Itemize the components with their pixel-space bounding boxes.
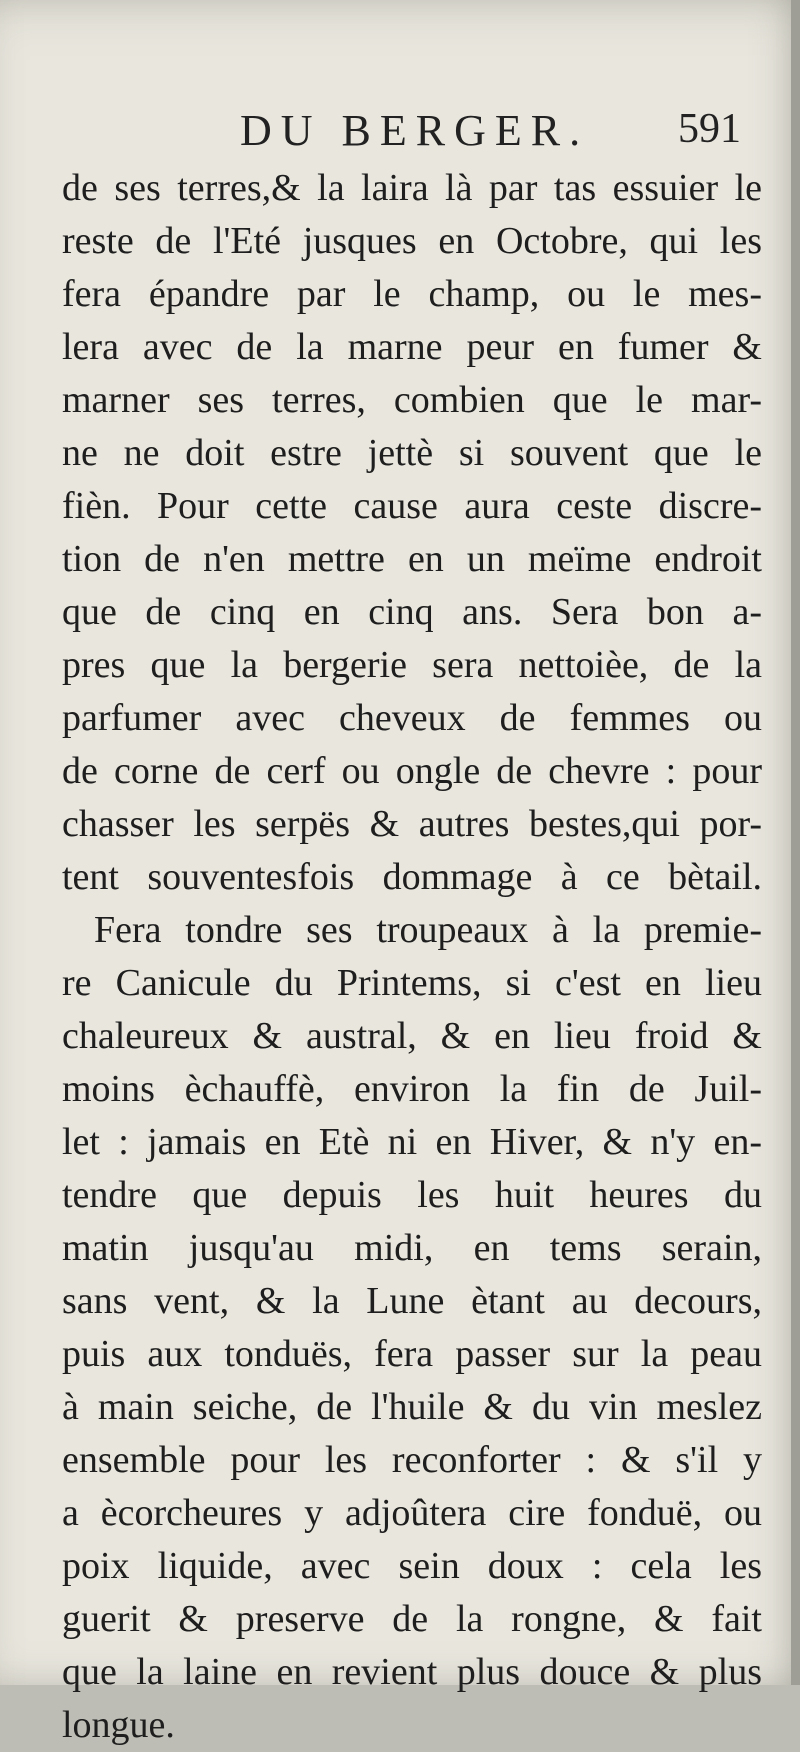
text-line: fièn. Pour cette cause aura ceste discre-	[62, 485, 762, 527]
text-line: tendre que depuis les huit heures du	[62, 1174, 762, 1216]
running-head: DU BERGER.	[240, 106, 590, 155]
page-edge-shadow	[791, 0, 800, 1685]
text-line: puis aux tonduës, fera passer sur la peau	[62, 1333, 762, 1375]
text-line: à main seiche, de l'huile & du vin meslez	[62, 1386, 762, 1428]
paragraph-1	[62, 162, 762, 904]
text-line: tion de n'en mettre en un meïme endroit	[62, 538, 762, 580]
text-line: longue.	[62, 1704, 175, 1746]
text-line: reste de l'Eté jusques en Octobre, qui les	[62, 220, 762, 262]
text-line: parfumer avec cheveux de femmes ou	[62, 697, 762, 739]
text-line: que la laine en revient plus douce & plus	[62, 1651, 762, 1693]
text-line: ensemble pour les reconforter : & s'il y	[62, 1439, 762, 1481]
text-line: Fera tondre ses troupeaux à la premie-	[94, 909, 762, 951]
text-line: de corne de cerf ou ongle de chevre : pour	[62, 750, 762, 792]
text-line: moins èchauffè, environ la fin de Juil-	[62, 1068, 762, 1110]
text-line: que de cinq en cinq ans. Sera bon a-	[62, 591, 762, 633]
text-line: poix liquide, avec sein doux : cela les	[62, 1545, 762, 1587]
body-text	[62, 162, 762, 1752]
text-line: sans vent, & la Lune ètant au decours,	[62, 1280, 762, 1322]
text-line: chaleureux & austral, & en lieu froid &	[62, 1015, 762, 1057]
text-line: ne ne doit estre jettè si souvent que le	[62, 432, 762, 474]
paragraph-2	[62, 904, 762, 1752]
text-line: guerit & preserve de la rongne, & fait	[62, 1598, 762, 1640]
text-line: tent souventesfois dommage à ce bètail.	[62, 856, 762, 898]
text-line: a ècorcheures y adjoûtera cire fonduë, ou	[62, 1492, 762, 1534]
text-line: de ses terres,& la laira là par tas essuier le	[62, 167, 762, 209]
text-line: marner ses terres, combien que le mar-	[62, 379, 762, 421]
text-line: fera épandre par le champ, ou le mes-	[62, 273, 762, 315]
text-line: pres que la bergerie sera nettoièe, de la	[62, 644, 762, 686]
text-line: lera avec de la marne peur en fumer &	[62, 326, 762, 368]
page-number: 591	[678, 106, 741, 152]
text-line: re Canicule du Printems, si c'est en lieu	[62, 962, 762, 1004]
page-header	[0, 105, 800, 165]
text-line: matin jusqu'au midi, en tems serain,	[62, 1227, 762, 1269]
text-line: let : jamais en Etè ni en Hiver, & n'y en-	[62, 1121, 762, 1163]
text-line: chasser les serpës & autres bestes,qui por-	[62, 803, 762, 845]
